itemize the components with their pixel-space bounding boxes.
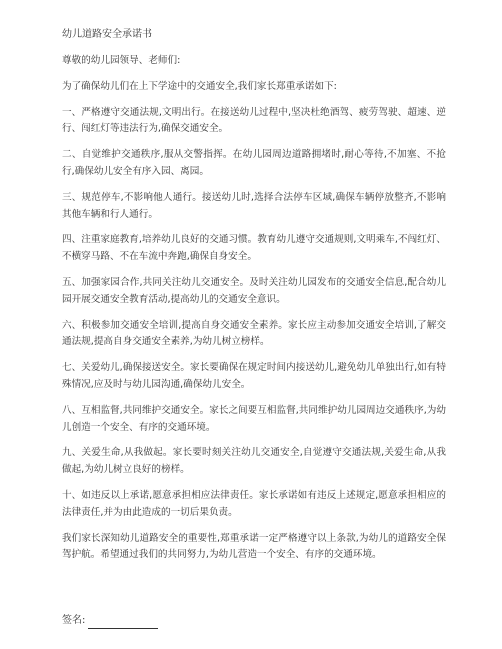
signature-label: 签名: xyxy=(62,615,86,626)
commitment-item-10: 十、如违反以上承诺,愿意承担相应法律责任。家长承诺如有违反上述规定,愿意承担相应的法律责任,并为由此造成的一切后果负责。 xyxy=(62,489,446,518)
document-body xyxy=(62,27,446,573)
commitment-item-5: 五、加强家园合作,共同关注幼儿交通安全。及时关注幼儿园发布的交通安全信息,配合幼儿园开展交通安全教育活动,提高幼儿的交通安全意识。 xyxy=(62,276,446,305)
commitment-item-1: 一、严格遵守交通法规,文明出行。在接送幼儿过程中,坚决杜绝酒驾、疲劳驾驶、超速、逆行、闯红灯等违法行为,确保交通安全。 xyxy=(62,106,446,135)
commitment-item-8: 八、互相监督,共同维护交通安全。家长之间要互相监督,共同维护幼儿园周边交通秩序,为幼儿创造一个安全、有序的交通环境。 xyxy=(62,404,446,433)
commitment-item-4: 四、注重家庭教育,培养幼儿良好的交通习惯。教育幼儿遵守交通规则,文明乘车,不闯红灯、不横穿马路、不在车流中奔跑,确保自身安全。 xyxy=(62,234,446,263)
commitment-item-7: 七、关爱幼儿,确保接送安全。家长要确保在规定时间内接送幼儿,避免幼儿单独出行,如有特殊情况,应及时与幼儿园沟通,确保幼儿安全。 xyxy=(62,362,446,390)
signature-area xyxy=(62,613,158,629)
document-title: 幼儿道路安全承诺书 xyxy=(62,29,152,40)
commitment-item-2: 二、自觉维护交通秩序,服从交警指挥。在幼儿园周边道路拥堵时,耐心等待,不加塞、不抢行,确保幼儿安全有序入园、离园。 xyxy=(62,149,446,177)
intro-paragraph: 为了确保幼儿们在上下学途中的交通安全,我们家长郑重承诺如下: xyxy=(62,80,337,92)
commitment-item-6: 六、积极参加交通安全培训,提高自身交通安全素养。家长应主动参加交通安全培训,了解交通法规,提高自身交通安全素养,为幼儿树立榜样。 xyxy=(62,319,446,348)
commitment-item-9: 九、关爱生命,从我做起。家长要时刻关注幼儿交通安全,自觉遵守交通法规,关爱生命,从我做起,为幼儿树立良好的榜样。 xyxy=(62,447,446,476)
salutation: 尊敬的幼儿园领导、老师们: xyxy=(62,55,181,66)
commitment-item-3: 三、规范停车,不影响他人通行。接送幼儿时,选择合法停车区域,确保车辆停放整齐,不影响其他车辆和行人通行。 xyxy=(62,191,446,220)
signature-line[interactable] xyxy=(88,617,158,629)
closing-paragraph: 我们家长深知幼儿道路安全的重要性,郑重承诺一定严格遵守以上条款,为幼儿的道路安全保驾护航。希望通过我们的共同努力,为幼儿营造一个安全、有序的交通环境。 xyxy=(62,532,446,561)
